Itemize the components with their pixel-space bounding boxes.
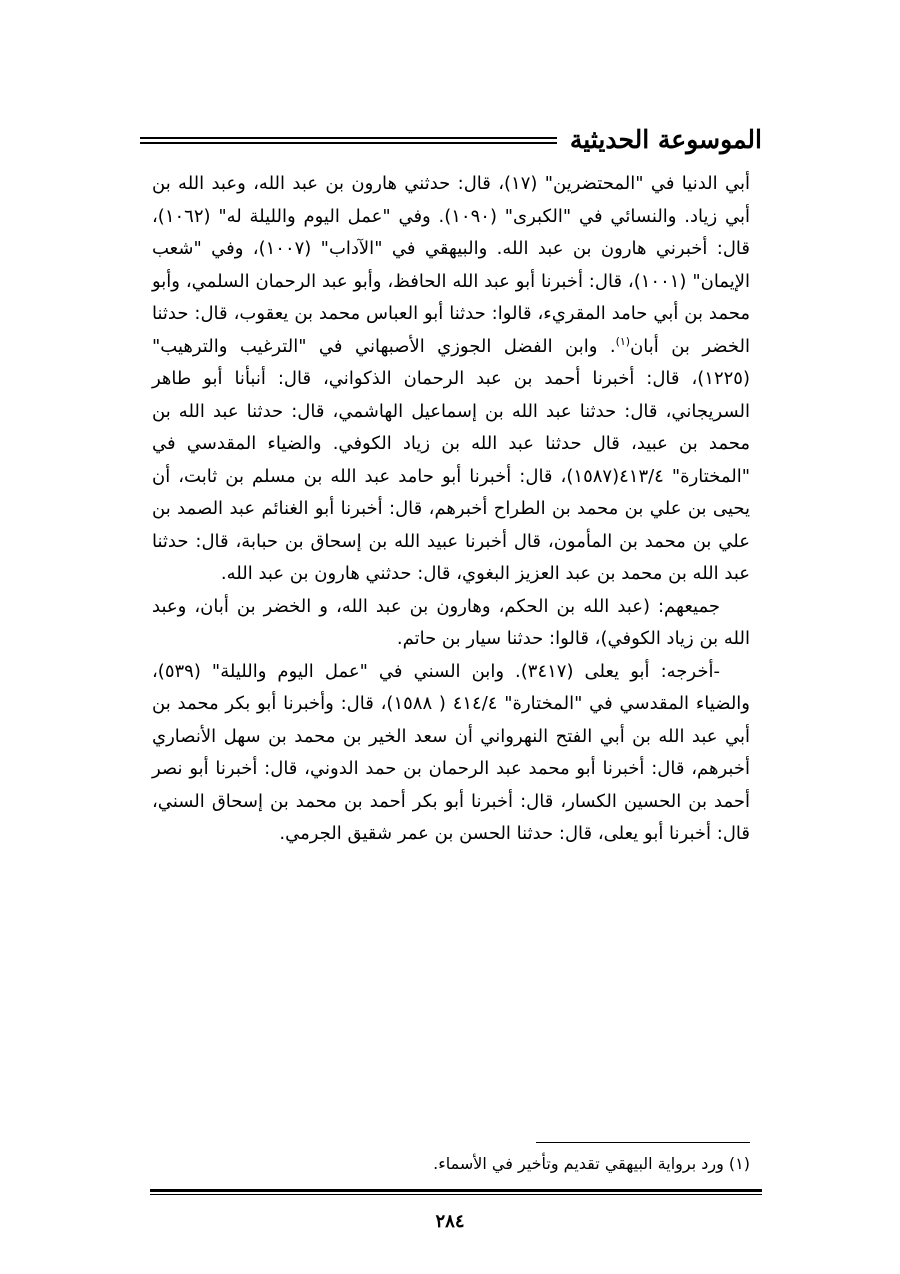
footnote-reference[interactable]: (١) bbox=[615, 334, 631, 348]
main-text bbox=[152, 168, 750, 851]
paragraph-2: جميعهم: (عبد الله بن الحكم، وهارون بن عبد الله، و الخضر بن أبان، وعبد الله بن زياد الكوفي)، قالوا: حدثنا سيار بن حاتم. bbox=[152, 595, 750, 649]
paragraph-1-text-b: . وابن الفضل الجوزي الأصبهاني في "الترغيب والترهيب" (١٢٢٥)، قال: أخبرنا أحمد بن عبد الرحمان الذكواني، قال: أنبأنا أبو طاهر السريجاني، قال: حدثنا عبد الله بن إسماعيل الهاشمي، قال: حدثنا عبد الله بن محمد بن عبيد، قال حدثنا عبد الله بن زياد الكوفي. والضياء المقدسي في "المختارة" ٤١٣/٤(١٥٨٧)، قال: أخبرنا أبو حامد عبد الله بن مسلم بن ثابت، أن يحيى بن علي بن محمد بن الطراح أخبرهم، قال: أخبرنا أبو الغنائم عبد الصمد بن علي بن محمد بن المأمون، قال أخبرنا عبيد الله بن إسحاق بن حبابة، قال: حدثنا عبد الله بن محمد بن عبد العزيز البغوي، قال: حدثني هارون بن عبد الله. bbox=[152, 335, 750, 584]
footnote-separator bbox=[536, 1142, 750, 1143]
page-number: ٢٨٤ bbox=[435, 1211, 465, 1232]
footer-rule bbox=[150, 1189, 762, 1195]
paragraph-1-text-a: أبي الدنيا في "المحتضرين" (١٧)، قال: حدثني هارون بن عبد الله، وعبد الله بن أبي زياد. والنسائي في "الكبرى" (١٠٩٠). وفي "عمل اليوم والليلة له" (١٠٦٢)، قال: أخبرني هارون بن عبد الله. والبيهقي في "الآداب" (١٠٠٧)، وفي "شعب الإيمان" (١٠٠١)، قال: أخبرنا أبو عبد الله الحافظ، وأبو عبد الرحمان السلمي، وأبو محمد بن أبي حامد المقريء، قالوا: حدثنا أبو العباس محمد بن يعقوب، قال: حدثنا الخضر بن أبان bbox=[152, 173, 750, 357]
page-header bbox=[140, 120, 762, 164]
header-rule-short bbox=[140, 137, 183, 144]
footnote: (١) ورد برواية البيهقي تقديم وتأخير في الأسماء. bbox=[433, 1154, 750, 1173]
header-title: الموسوعة الحديثية bbox=[569, 125, 762, 154]
header-rule-long bbox=[140, 137, 557, 144]
paragraph-3: -أخرجه: أبو يعلى (٣٤١٧). وابن السني في "عمل اليوم والليلة" (٥٣٩)، والضياء المقدسي في "المختارة" ٤١٤/٤ ( ١٥٨٨)، قال: وأخبرنا أبو بكر محمد بن أبي عبد الله بن أبي الفتح النهرواني أن سعد الخير بن محمد بن سهل الأنصاري أخبرهم، قال: أخبرنا أبو محمد عبد الرحمان بن حمد الدوني، قال: أخبرنا أبو نصر أحمد بن الحسين الكسار، قال: أخبرنا أبو بكر أحمد بن محمد بن إسحاق السني، قال: أخبرنا أبو يعلى، قال: حدثنا الحسن بن عمر شقيق الجرمي. bbox=[152, 660, 751, 844]
paragraph-1 bbox=[152, 168, 750, 591]
